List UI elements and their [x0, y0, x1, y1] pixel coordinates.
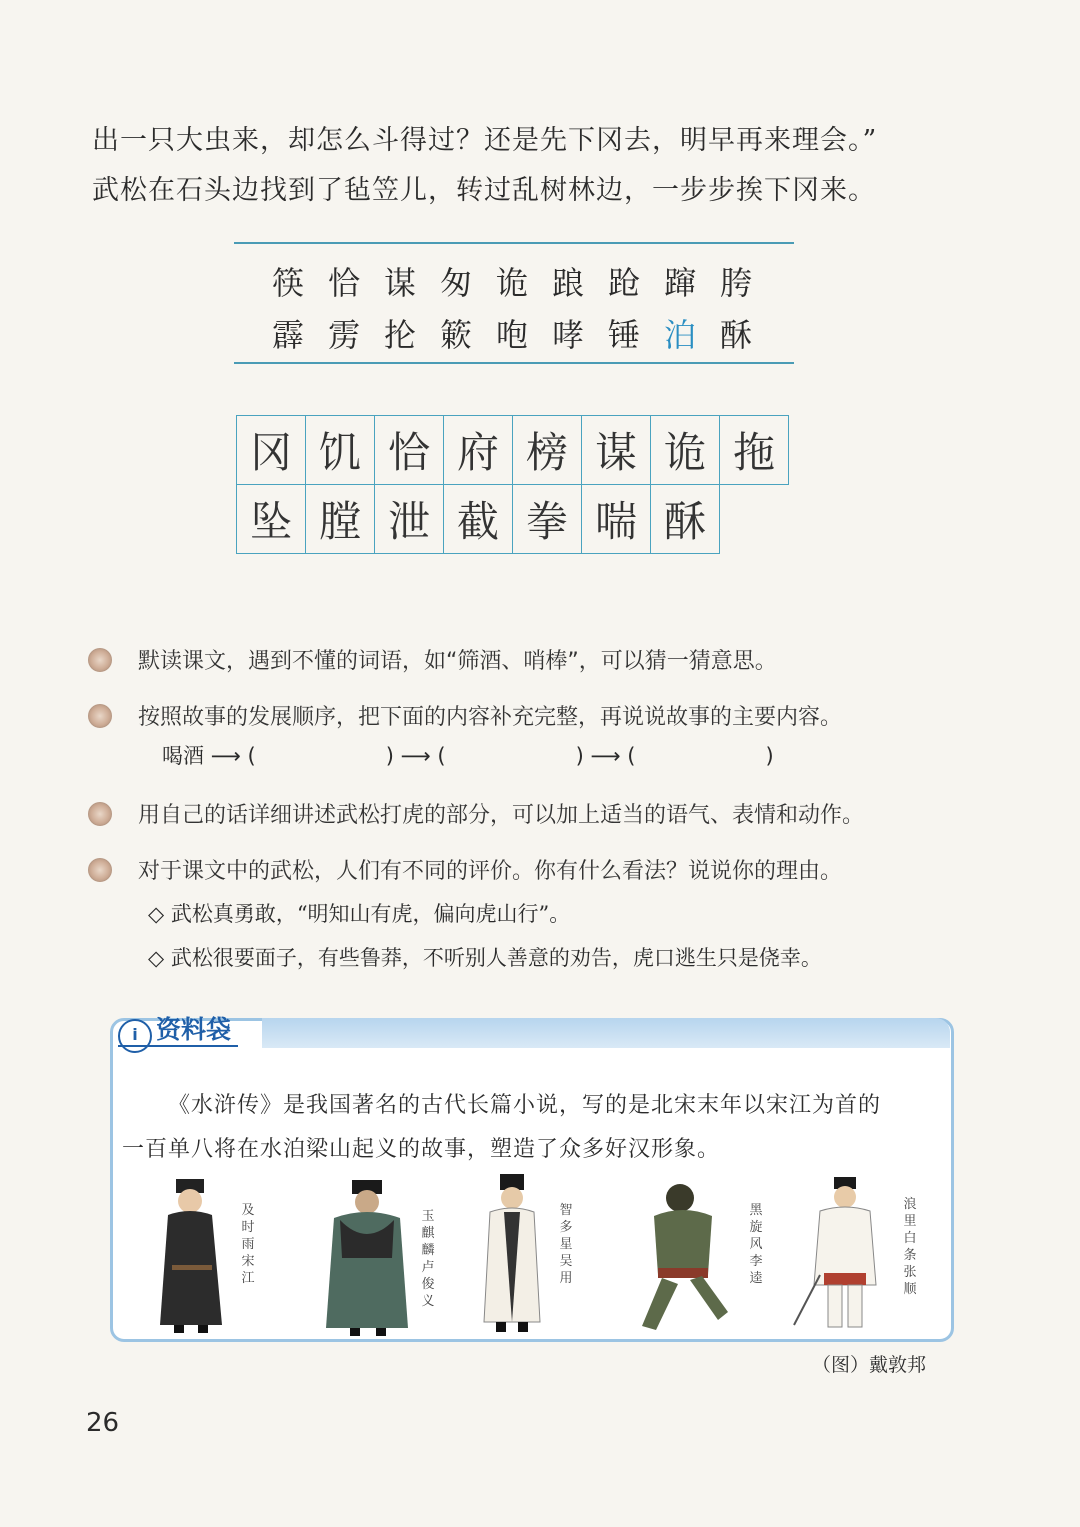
- exercise-3: [88, 798, 864, 829]
- read-char: 哮: [552, 316, 605, 354]
- exercise-2-text: 按照故事的发展顺序，把下面的内容补充完整，再说说故事的主要内容。: [138, 705, 843, 730]
- write-char-cell: 截: [444, 485, 513, 554]
- read-char: 诡: [496, 264, 549, 302]
- exercise-bullet-icon: [88, 802, 112, 826]
- paren-open: (: [437, 744, 446, 768]
- write-chars-row-2: [237, 485, 789, 554]
- write-char-cell: 冈: [237, 416, 306, 485]
- write-char-cell: 诡: [651, 416, 720, 485]
- read-char: 雳: [328, 316, 381, 354]
- figure-label-lujunyi: 玉麒麟卢俊义: [421, 1209, 435, 1309]
- exercise-2: [88, 700, 842, 731]
- resource-title-underline: [118, 1045, 238, 1047]
- exercise-bullet-icon: [88, 858, 112, 882]
- read-char: 抡: [384, 316, 437, 354]
- figure-likui: [628, 1180, 738, 1335]
- write-char-cell: 喘: [582, 485, 651, 554]
- read-char: 谋: [384, 264, 437, 302]
- illustration-credit: （图）戴敦邦: [812, 1354, 927, 1376]
- paren-close: ): [385, 744, 394, 768]
- write-chars-grid: [236, 415, 789, 554]
- exercise-4: [88, 854, 842, 885]
- read-char: 筷: [272, 264, 325, 302]
- read-char: 霹: [272, 316, 325, 354]
- opinion-option-1: ◇ 武松真勇敢，“明知山有虎，偏向虎山行”。: [148, 902, 571, 926]
- paren-close: ): [575, 744, 584, 768]
- write-chars-row-1: [237, 416, 789, 485]
- read-chars-bottom-rule: [234, 362, 794, 364]
- arrow-icon: ⟶: [590, 744, 621, 768]
- write-char-cell: 膛: [306, 485, 375, 554]
- resource-para-1: 《水浒传》是我国著名的古代长篇小说，写的是北宋末年以宋江为首的: [168, 1093, 882, 1118]
- figure-label-zhangshun: 浪里白条张顺: [903, 1197, 917, 1297]
- exercise-bullet-icon: [88, 648, 112, 672]
- resource-header-band: [262, 1018, 950, 1048]
- figure-zhangshun: [790, 1175, 900, 1340]
- figure-songjiang: [152, 1175, 232, 1335]
- read-char: 簌: [440, 316, 493, 354]
- read-char: 酥: [720, 316, 773, 354]
- figure-wuyong: [478, 1172, 548, 1338]
- exercise-1: [88, 644, 777, 675]
- read-char: 胯: [720, 264, 773, 302]
- read-char: 蹿: [664, 264, 717, 302]
- exercise-4-text: 对于课文中的武松，人们有不同的评价。你有什么看法？说说你的理由。: [138, 859, 843, 884]
- resource-title-text: 资料袋: [156, 1015, 232, 1044]
- write-char-cell: 酥: [651, 485, 720, 554]
- figure-label-wuyong: 智多星吴用: [559, 1203, 573, 1286]
- read-char: 匆: [440, 264, 493, 302]
- exercise-3-text: 用自己的话详细讲述武松打虎的部分，可以加上适当的语气、表情和动作。: [138, 803, 865, 828]
- read-char: 恰: [328, 264, 381, 302]
- read-char: 踉: [552, 264, 605, 302]
- write-char-cell: 饥: [306, 416, 375, 485]
- write-char-cell: 拳: [513, 485, 582, 554]
- write-char-cell: 泄: [375, 485, 444, 554]
- story-line-2: 武松在石头边找到了毡笠儿，转过乱树林边，一步步挨下冈来。: [92, 175, 876, 206]
- write-char-cell: 谋: [582, 416, 651, 485]
- exercise-bullet-icon: [88, 704, 112, 728]
- write-char-cell: 榜: [513, 416, 582, 485]
- info-book-icon: i: [118, 1019, 152, 1053]
- paren-close: ): [765, 744, 774, 768]
- write-char-cell: 恰: [375, 416, 444, 485]
- arrow-icon: ⟶: [210, 744, 241, 768]
- flow-start: 喝酒: [162, 744, 204, 768]
- paren-open: (: [247, 744, 256, 768]
- write-char-cell: 拖: [720, 416, 789, 485]
- figure-label-likui: 黑旋风李逵: [749, 1203, 763, 1286]
- resource-para-2: 一百单八将在水泊梁山起义的故事，塑造了众多好汉形象。: [122, 1137, 721, 1162]
- write-char-cell: 府: [444, 416, 513, 485]
- exercise-1-text: 默读课文，遇到不懂的词语，如“筛酒、哨棒”，可以猜一猜意思。: [138, 649, 777, 674]
- read-chars-row-2: [272, 310, 776, 356]
- read-char-highlighted: 泊: [664, 316, 717, 354]
- story-sequence-flow: [162, 740, 774, 770]
- read-char: 咆: [496, 316, 549, 354]
- figure-lujunyi: [322, 1178, 414, 1338]
- opinion-option-2: ◇ 武松很要面子，有些鲁莽，不听别人善意的劝告，虎口逃生只是侥幸。: [148, 946, 822, 970]
- write-char-cell: 坠: [237, 485, 306, 554]
- read-chars-top-rule: [234, 242, 794, 244]
- write-char-empty-cell: [720, 485, 789, 554]
- story-line-1: 出一只大虫来，却怎么斗得过？还是先下冈去，明早再来理会。”: [92, 125, 878, 156]
- read-char: 跄: [608, 264, 661, 302]
- read-chars-row-1: [272, 258, 776, 304]
- page-number: 26: [86, 1408, 120, 1438]
- figure-label-songjiang: 及时雨宋江: [241, 1203, 255, 1286]
- read-char: 锤: [608, 316, 661, 354]
- paren-open: (: [627, 744, 636, 768]
- arrow-icon: ⟶: [400, 744, 431, 768]
